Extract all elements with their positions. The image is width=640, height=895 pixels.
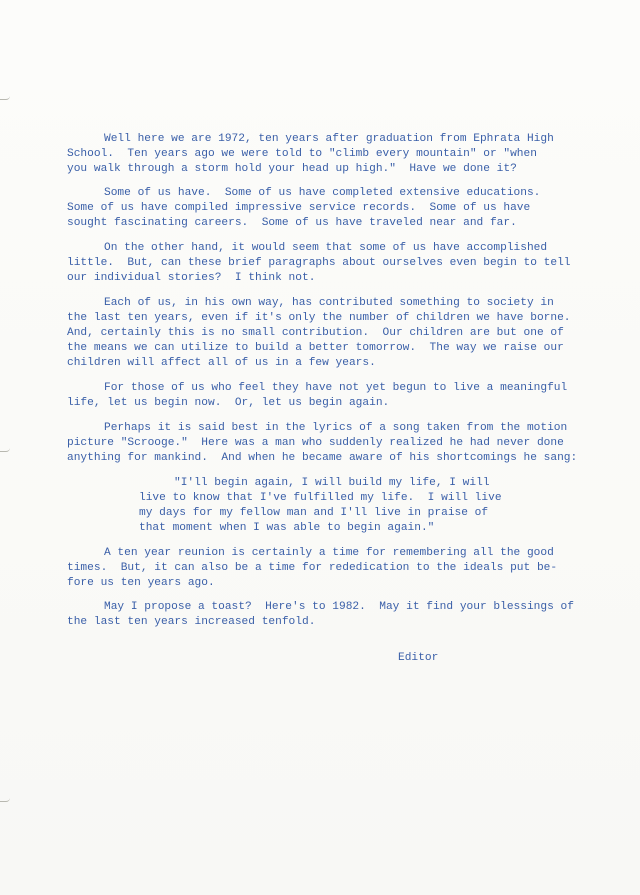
paragraph-4-line-5: children will affect all of us in a few years. [67,357,376,369]
signature-editor: Editor [398,652,439,664]
paragraph-3-line-3: our individual stories? I think not. [67,272,316,284]
song-quote-line-2: live to know that I've fulfilled my life. I will live [139,492,502,504]
paragraph-4-line-1: Each of us, in his own way, has contributed something to society in [104,297,554,309]
paragraph-6-line-2: picture "Scrooge." Here was a man who suddenly realized he had never done [67,437,564,449]
paragraph-7-line-3: fore us ten years ago. [67,577,215,589]
paragraph-4-line-2: the last ten years, even if it's only the number of children we have borne. [67,312,571,324]
paragraph-6-line-1: Perhaps it is said best in the lyrics of a song taken from the motion [104,422,568,434]
paragraph-2-line-3: sought fascinating careers. Some of us have traveled near and far. [67,217,517,229]
song-quote-line-1: "I'll begin again, I will build my life, I will [174,477,490,489]
paragraph-8-line-2: the last ten years increased tenfold. [67,616,316,628]
paragraph-5-line-1: For those of us who feel they have not yet begun to live a meaningful [104,382,568,394]
paragraph-2-line-2: Some of us have compiled impressive service records. Some of us have [67,202,531,214]
paragraph-4-line-4: the means we can utilize to build a better tomorrow. The way we raise our [67,342,564,354]
paragraph-7-line-2: times. But, it can also be a time for rededication to the ideals put be- [67,562,558,574]
paragraph-3-line-2: little. But, can these brief paragraphs about ourselves even begin to tell [67,257,571,269]
song-quote-line-3: my days for my fellow man and I'll live in praise of [139,507,489,519]
paragraph-5-line-2: life, let us begin now. Or, let us begin again. [67,397,390,409]
paragraph-3-line-1: On the other hand, it would seem that some of us have accomplished [104,242,548,254]
paragraph-7-line-1: A ten year reunion is certainly a time for remembering all the good [104,547,554,559]
paragraph-1-line-2: School. Ten years ago we were told to "climb every mountain" or "when [67,148,537,160]
song-quote-line-4: that moment when I was able to begin again." [139,522,435,534]
paragraph-1-line-3: you walk through a storm hold your head up high." Have we done it? [67,163,517,175]
paragraph-8-line-1: May I propose a toast? Here's to 1982. May it find your blessings of [104,601,574,613]
paragraph-1-line-1: Well here we are 1972, ten years after graduation from Ephrata High [104,133,554,145]
paragraph-6-line-3: anything for mankind. And when he became aware of his shortcomings he sang: [67,452,578,464]
paragraph-4-line-3: And, certainly this is no small contribution. Our children are but one of [67,327,564,339]
paragraph-2-line-1: Some of us have. Some of us have completed extensive educations. [104,187,541,199]
